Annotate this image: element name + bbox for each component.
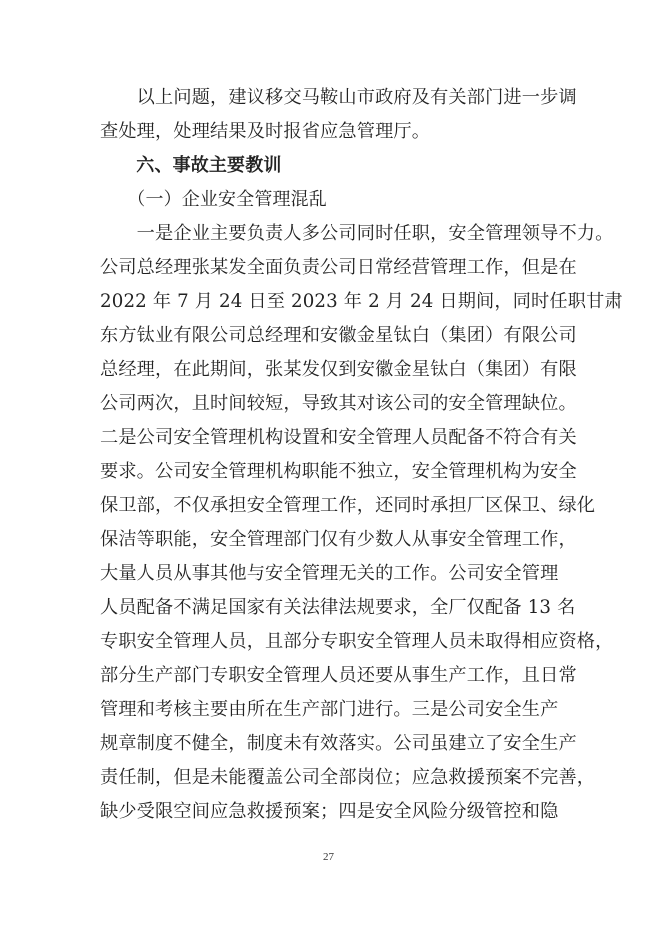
body-line: 规章制度不健全，制度未有效落实。公司虽建立了安全生产 <box>100 733 577 754</box>
body-line: 管理和考核主要由所在生产部门进行。三是公司安全生产 <box>100 699 559 720</box>
body-line: 东方钛业有限公司总经理和安徽金星钛白（集团）有限公司 <box>100 325 577 346</box>
section-heading: 六、事故主要教训 <box>100 155 282 176</box>
body-line: 缺少受限空间应急救援预案；四是安全风险分级管控和隐 <box>100 801 559 822</box>
subsection-heading: （一）企业安全管理混乱 <box>100 189 327 210</box>
body-line: 要求。公司安全管理机构职能不独立，安全管理机构为安全 <box>100 461 577 482</box>
body-line: 保洁等职能，安全管理部门仅有少数人从事安全管理工作， <box>100 529 577 550</box>
body-line: 以上问题，建议移交马鞍山市政府及有关部门进一步调 <box>100 87 577 108</box>
body-line: 查处理，处理结果及时报省应急管理厅。 <box>100 121 431 142</box>
page-number: 27 <box>323 851 334 863</box>
body-line: 部分生产部门专职安全管理人员还要从事生产工作，且日常 <box>100 665 577 686</box>
body-line: 大量人员从事其他与安全管理无关的工作。公司安全管理 <box>100 563 559 584</box>
body-line: 二是公司安全管理机构设置和安全管理人员配备不符合有关 <box>100 427 577 448</box>
body-line: 一是企业主要负责人多公司同时任职，安全管理领导不力。 <box>100 223 614 244</box>
body-line: 公司总经理张某发全面负责公司日常经营管理工作，但是在 <box>100 257 577 278</box>
body-line: 保卫部，不仅承担安全管理工作，还同时承担厂区保卫、绿化 <box>100 495 596 516</box>
body-line: 人员配备不满足国家有关法律法规要求，全厂仅配备 13 名 <box>100 597 576 618</box>
body-line: 总经理，在此期间，张某发仅到安徽金星钛白（集团）有限 <box>100 359 577 380</box>
body-line: 专职安全管理人员，且部分专职安全管理人员未取得相应资格， <box>100 631 614 652</box>
body-line: 2022 年 7 月 24 日至 2023 年 2 月 24 日期间，同时任职甘肃 <box>100 291 623 312</box>
body-line: 公司两次，且时间较短，导致其对该公司的安全管理缺位。 <box>100 393 577 414</box>
body-line: 责任制，但是未能覆盖公司全部岗位；应急救援预案不完善， <box>100 767 596 788</box>
